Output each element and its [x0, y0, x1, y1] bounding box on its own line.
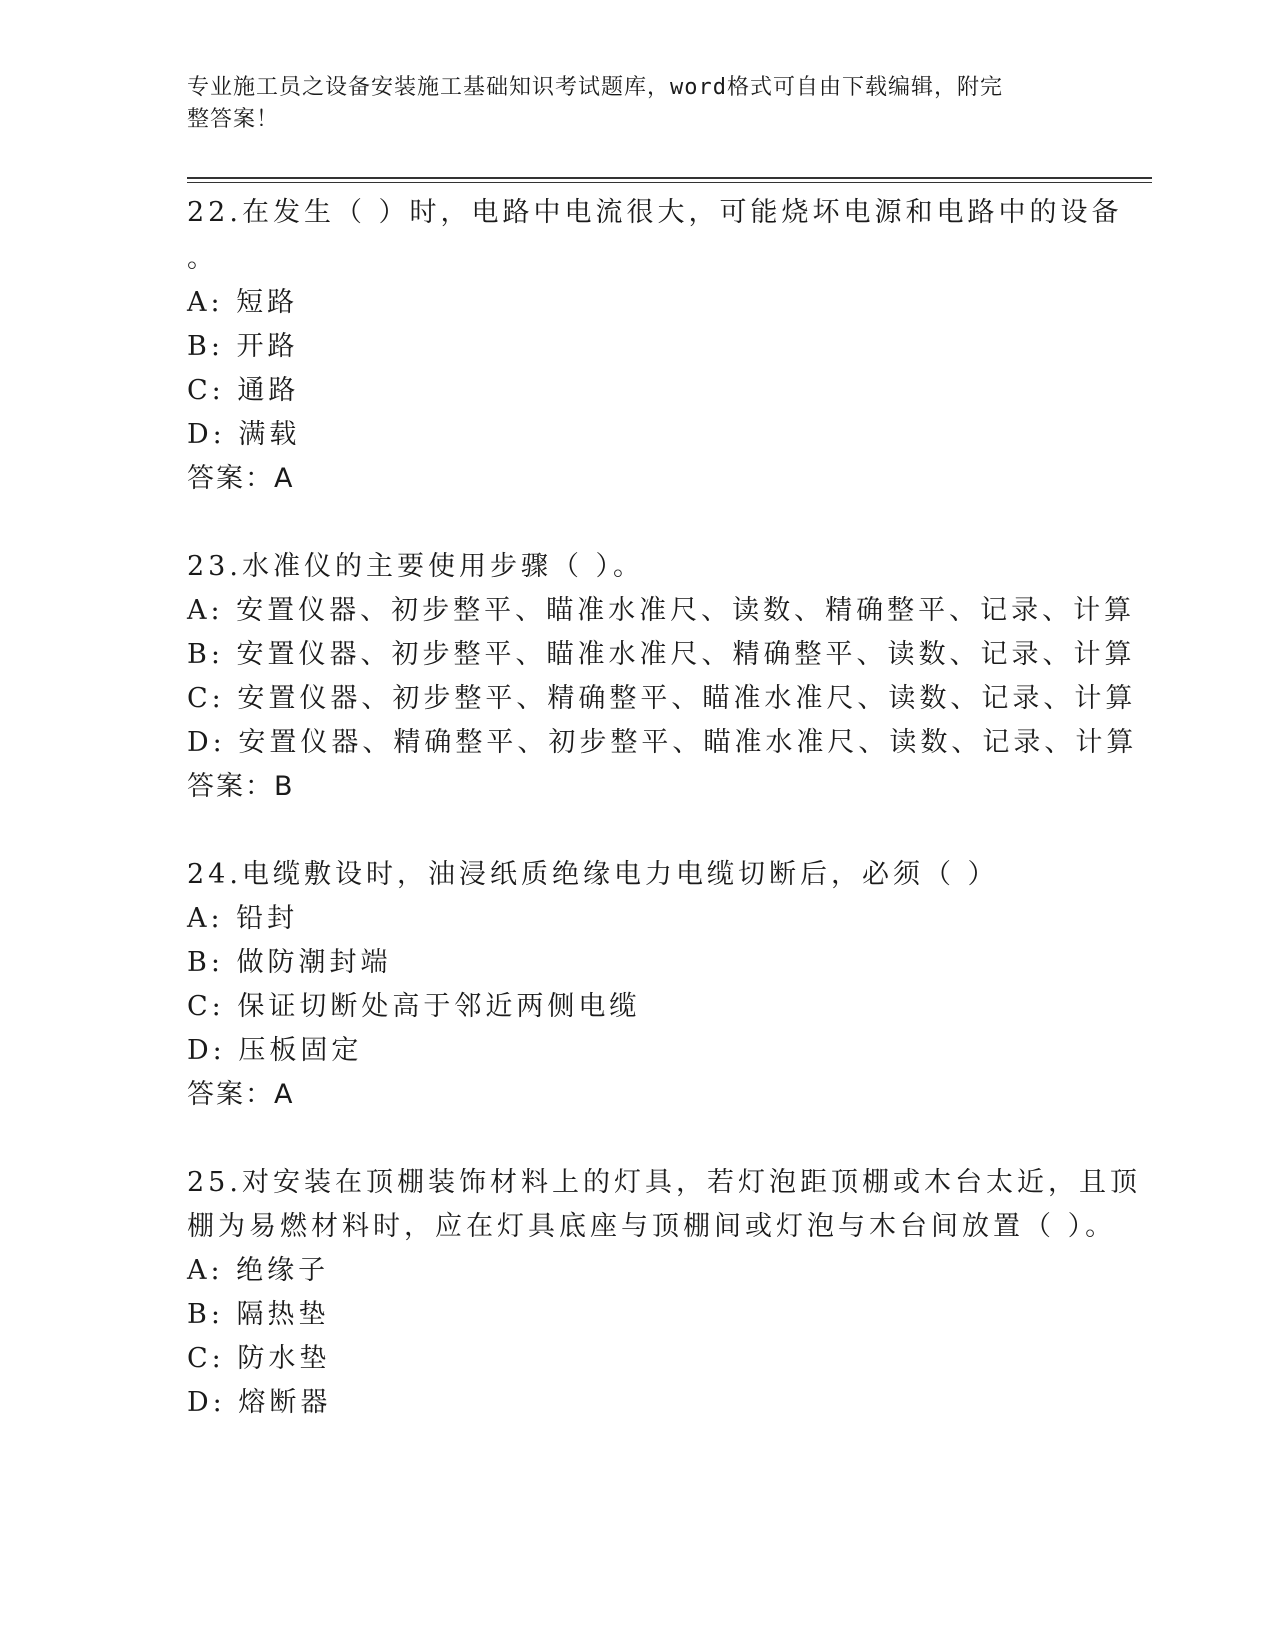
- question-22-option-d: D: 满载: [187, 419, 301, 450]
- document-header: [187, 72, 1067, 136]
- question-23-option-d: D: 安置仪器、精确整平、初步整平、瞄准水准尺、读数、记录、计算: [187, 727, 1138, 758]
- question-24-answer: 答案：A: [187, 1079, 295, 1110]
- question-25-stem: 25.对安装在顶棚装饰材料上的灯具，若灯泡距顶棚或木台太近，且顶: [187, 1167, 1141, 1198]
- header-line-2: 整答案！: [187, 107, 280, 132]
- question-22-option-c: C: 通路: [187, 375, 300, 406]
- question-22-option-a: A: 短路: [187, 287, 299, 318]
- question-24-stem: 24.电缆敷设时，油浸纸质绝缘电力电缆切断后，必须（ ）: [187, 859, 999, 890]
- question-25-option-b: B: 隔热垫: [187, 1299, 330, 1330]
- header-line-1: 专业施工员之设备安装施工基础知识考试题库，word格式可自由下载编辑，附完: [187, 75, 1003, 100]
- question-24-option-b: B: 做防潮封端: [187, 947, 392, 978]
- question-25-option-a: A: 绝缘子: [187, 1255, 330, 1286]
- question-24-option-d: D: 压板固定: [187, 1035, 363, 1066]
- question-23-stem: 23.水准仪的主要使用步骤（ ）。: [187, 551, 645, 582]
- header-divider-bottom: [187, 182, 1152, 183]
- question-22-stem: 22.在发生（ ）时，电路中电流很大，可能烧坏电源和电路中的设备: [187, 197, 1123, 228]
- question-25-option-c: C: 防水垫: [187, 1343, 331, 1374]
- question-24-option-c: C: 保证切断处高于邻近两侧电缆: [187, 991, 641, 1022]
- question-23-answer: 答案：B: [187, 771, 295, 802]
- header-divider-top: [187, 177, 1152, 179]
- question-25-option-d: D: 熔断器: [187, 1387, 332, 1418]
- question-25-stem-cont: 棚为易燃材料时，应在灯具底座与顶棚间或灯泡与木台间放置（ ）。: [187, 1211, 1117, 1242]
- question-24-option-a: A: 铅封: [187, 903, 299, 934]
- question-22-answer: 答案：A: [187, 463, 295, 494]
- question-22-stem-cont: 。: [187, 243, 218, 274]
- question-23-option-b: B: 安置仪器、初步整平、瞄准水准尺、精确整平、读数、记录、计算: [187, 639, 1136, 670]
- question-23-option-c: C: 安置仪器、初步整平、精确整平、瞄准水准尺、读数、记录、计算: [187, 683, 1137, 714]
- question-22-option-b: B: 开路: [187, 331, 299, 362]
- question-23-option-a: A: 安置仪器、初步整平、瞄准水准尺、读数、精确整平、记录、计算: [187, 595, 1136, 626]
